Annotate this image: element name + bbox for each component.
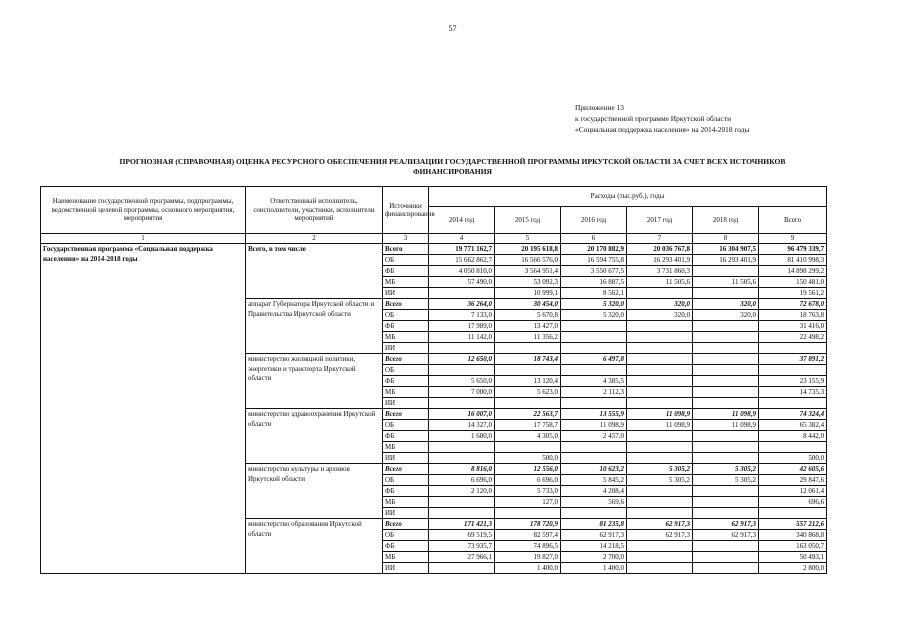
value-cell: [561, 508, 627, 519]
value-cell: 5 305,2: [693, 464, 759, 475]
value-cell: [627, 431, 693, 442]
value-cell: 23 155,9: [759, 376, 827, 387]
value-cell: [495, 508, 561, 519]
value-cell: 16 566 576,0: [495, 255, 561, 266]
value-cell: 13 120,4: [495, 376, 561, 387]
appendix-line-3: «Социальная поддержка населения» на 2014-2018 годы: [575, 125, 750, 134]
source-cell: ФБ: [383, 266, 429, 277]
value-cell: 4 050 810,0: [429, 266, 495, 277]
value-cell: 16 293 401,9: [693, 255, 759, 266]
value-cell: [759, 343, 827, 354]
value-cell: 62 917,3: [627, 519, 693, 530]
source-cell: МБ: [383, 332, 429, 343]
document-title-line-2: ФИНАНСИРОВАНИЯ: [413, 167, 492, 176]
value-cell: 16 293 401,9: [627, 255, 693, 266]
value-cell: 16 594 755,8: [561, 255, 627, 266]
source-cell: ФБ: [383, 431, 429, 442]
value-cell: [693, 332, 759, 343]
value-cell: 14 735,3: [759, 387, 827, 398]
value-cell: 5 305,2: [693, 475, 759, 486]
value-cell: 11 098,9: [561, 420, 627, 431]
value-cell: 1 400,0: [561, 563, 627, 574]
value-cell: 5 623,0: [495, 387, 561, 398]
document-title: [40, 157, 865, 177]
header-year-2018: 2018 год: [693, 207, 759, 234]
value-cell: 14 218,5: [561, 541, 627, 552]
value-cell: 20 036 767,8: [627, 244, 693, 255]
value-cell: 36 264,0: [429, 299, 495, 310]
value-cell: 16 887,5: [561, 277, 627, 288]
value-cell: 12 650,0: [429, 354, 495, 365]
value-cell: [627, 508, 693, 519]
page-number: 57: [448, 24, 457, 33]
value-cell: [693, 541, 759, 552]
value-cell: 11 142,0: [429, 332, 495, 343]
value-cell: 171 421,3: [429, 519, 495, 530]
source-cell: МБ: [383, 277, 429, 288]
value-cell: [693, 442, 759, 453]
source-cell: ИИ: [383, 288, 429, 299]
value-cell: 8 442,0: [759, 431, 827, 442]
value-cell: 37 891,2: [759, 354, 827, 365]
value-cell: 96 479 339,7: [759, 244, 827, 255]
value-cell: 62 917,3: [693, 530, 759, 541]
value-cell: [495, 343, 561, 354]
source-cell: МБ: [383, 387, 429, 398]
header-year-2015: 2015 год: [495, 207, 561, 234]
value-cell: 10 623,2: [561, 464, 627, 475]
appendix-line-2: к государственной программе Иркутской области: [575, 114, 732, 123]
value-cell: 500,0: [759, 453, 827, 464]
appendix-note: [575, 102, 749, 135]
value-cell: [627, 321, 693, 332]
table-row: [41, 244, 827, 255]
value-cell: 17 758,7: [495, 420, 561, 431]
value-cell: 73 935,7: [429, 541, 495, 552]
value-cell: 4 305,0: [495, 431, 561, 442]
value-cell: [693, 563, 759, 574]
value-cell: 30 454,0: [495, 299, 561, 310]
value-cell: 696,6: [759, 497, 827, 508]
value-cell: [627, 552, 693, 563]
funding-table: [40, 186, 827, 574]
source-cell: Всего: [383, 244, 429, 255]
value-cell: [627, 541, 693, 552]
value-cell: [627, 486, 693, 497]
value-cell: 340 868,8: [759, 530, 827, 541]
value-cell: 320,0: [693, 310, 759, 321]
source-cell: МБ: [383, 552, 429, 563]
executor-cell: министерство здравоохранения Иркутской области: [246, 409, 383, 464]
value-cell: 31 416,0: [759, 321, 827, 332]
value-cell: 320,0: [627, 299, 693, 310]
value-cell: 22 563,7: [495, 409, 561, 420]
value-cell: [429, 508, 495, 519]
source-cell: Всего: [383, 409, 429, 420]
value-cell: 1 400,0: [495, 563, 561, 574]
column-number: 2: [246, 234, 383, 244]
value-cell: 11 098,9: [693, 409, 759, 420]
value-cell: 12 061,4: [759, 486, 827, 497]
value-cell: [693, 354, 759, 365]
value-cell: 74 324,4: [759, 409, 827, 420]
value-cell: 72 678,0: [759, 299, 827, 310]
value-cell: 7 133,0: [429, 310, 495, 321]
value-cell: [627, 387, 693, 398]
value-cell: [627, 354, 693, 365]
header-executor: Ответственный исполнитель, соисполнители, участники, исполнители мероприятий: [246, 187, 383, 234]
value-cell: [429, 453, 495, 464]
value-cell: 178 720,9: [495, 519, 561, 530]
value-cell: 65 382,4: [759, 420, 827, 431]
value-cell: 2 700,0: [561, 552, 627, 563]
value-cell: 14 898 299,2: [759, 266, 827, 277]
value-cell: 6 497,8: [561, 354, 627, 365]
value-cell: 62 917,3: [693, 519, 759, 530]
value-cell: [495, 442, 561, 453]
value-cell: 1 680,0: [429, 431, 495, 442]
value-cell: [627, 453, 693, 464]
value-cell: 5 650,0: [429, 376, 495, 387]
value-cell: 3 550 677,5: [561, 266, 627, 277]
header-year-2016: 2016 год: [561, 207, 627, 234]
value-cell: 81 410 998,3: [759, 255, 827, 266]
value-cell: [429, 563, 495, 574]
value-cell: 12 556,0: [495, 464, 561, 475]
value-cell: 57 490,0: [429, 277, 495, 288]
value-cell: 19 561,2: [759, 288, 827, 299]
source-cell: ОБ: [383, 310, 429, 321]
value-cell: 11 098,9: [627, 409, 693, 420]
header-name: Наименование государственной программы, подпрограммы, ведомственной целевой программы, основного мероприятия, мероприятия: [41, 187, 246, 234]
value-cell: 81 235,8: [561, 519, 627, 530]
header-year-2017: 2017 год: [627, 207, 693, 234]
value-cell: [627, 497, 693, 508]
value-cell: 27 966,1: [429, 552, 495, 563]
value-cell: 11 505,6: [627, 277, 693, 288]
value-cell: [693, 387, 759, 398]
value-cell: 29 847,6: [759, 475, 827, 486]
value-cell: 500,0: [495, 453, 561, 464]
source-cell: Всего: [383, 519, 429, 530]
value-cell: [561, 332, 627, 343]
source-cell: ОБ: [383, 475, 429, 486]
value-cell: [693, 343, 759, 354]
source-cell: ИИ: [383, 343, 429, 354]
value-cell: 5 305,2: [627, 475, 693, 486]
value-cell: 19 771 162,7: [429, 244, 495, 255]
value-cell: 320,0: [627, 310, 693, 321]
value-cell: [693, 497, 759, 508]
value-cell: [693, 508, 759, 519]
value-cell: [561, 442, 627, 453]
header-source: Источники финансирования: [383, 187, 429, 234]
header-total: Всего: [759, 207, 827, 234]
value-cell: [561, 343, 627, 354]
column-number: 7: [627, 234, 693, 244]
value-cell: [759, 398, 827, 409]
value-cell: 62 917,3: [627, 530, 693, 541]
value-cell: 74 896,5: [495, 541, 561, 552]
value-cell: 163 050,7: [759, 541, 827, 552]
value-cell: [693, 398, 759, 409]
value-cell: 7 000,0: [429, 387, 495, 398]
header-year-2014: 2014 год: [429, 207, 495, 234]
value-cell: [495, 365, 561, 376]
value-cell: 569,6: [561, 497, 627, 508]
value-cell: [627, 343, 693, 354]
value-cell: 69 519,5: [429, 530, 495, 541]
value-cell: 3 731 860,3: [627, 266, 693, 277]
value-cell: 6 696,0: [429, 475, 495, 486]
value-cell: 11 505,6: [693, 277, 759, 288]
column-number: 6: [561, 234, 627, 244]
value-cell: [693, 321, 759, 332]
value-cell: 5 305,2: [627, 464, 693, 475]
value-cell: 2 120,0: [429, 486, 495, 497]
executor-cell: министерство образования Иркутской области: [246, 519, 383, 574]
column-number: 1: [41, 234, 246, 244]
value-cell: 5 845,2: [561, 475, 627, 486]
value-cell: [693, 453, 759, 464]
column-number: 4: [429, 234, 495, 244]
value-cell: [693, 486, 759, 497]
source-cell: ИИ: [383, 563, 429, 574]
value-cell: [561, 453, 627, 464]
value-cell: [561, 365, 627, 376]
value-cell: 150 481,0: [759, 277, 827, 288]
value-cell: [759, 442, 827, 453]
column-number: 3: [383, 234, 429, 244]
document-title-line-1: ПРОГНОЗНАЯ (СПРАВОЧНАЯ) ОЦЕНКА РЕСУРСНОГО ОБЕСПЕЧЕНИЯ РЕАЛИЗАЦИИ ГОСУДАРСТВЕННОЙ ПРОГРАММЫ ИРКУТСКОЙ ОБЛАСТИ ЗА СЧЕТ ВСЕХ ИСТОЧНИКОВ: [119, 157, 786, 166]
value-cell: [693, 431, 759, 442]
value-cell: [429, 398, 495, 409]
value-cell: [429, 365, 495, 376]
source-cell: ФБ: [383, 376, 429, 387]
executor-cell: Всего, в том числе: [246, 244, 383, 299]
column-number: 8: [693, 234, 759, 244]
value-cell: 11 098,9: [693, 420, 759, 431]
value-cell: 13 555,9: [561, 409, 627, 420]
source-cell: ОБ: [383, 255, 429, 266]
value-cell: 2 112,3: [561, 387, 627, 398]
table-body: [41, 244, 827, 574]
value-cell: [561, 398, 627, 409]
value-cell: [627, 563, 693, 574]
source-cell: ИИ: [383, 508, 429, 519]
value-cell: 3 564 951,4: [495, 266, 561, 277]
value-cell: [693, 288, 759, 299]
value-cell: 4 208,4: [561, 486, 627, 497]
value-cell: 5 670,8: [495, 310, 561, 321]
value-cell: [429, 288, 495, 299]
value-cell: [561, 321, 627, 332]
value-cell: 6 696,0: [495, 475, 561, 486]
value-cell: [759, 365, 827, 376]
source-cell: МБ: [383, 442, 429, 453]
value-cell: 8 816,0: [429, 464, 495, 475]
source-cell: МБ: [383, 497, 429, 508]
value-cell: 22 498,2: [759, 332, 827, 343]
column-number: 9: [759, 234, 827, 244]
value-cell: 18 763,8: [759, 310, 827, 321]
value-cell: [627, 442, 693, 453]
source-cell: ОБ: [383, 365, 429, 376]
value-cell: [693, 266, 759, 277]
source-cell: ОБ: [383, 420, 429, 431]
value-cell: 127,0: [495, 497, 561, 508]
value-cell: [627, 332, 693, 343]
value-cell: 557 212,6: [759, 519, 827, 530]
value-cell: 50 493,1: [759, 552, 827, 563]
value-cell: 62 917,3: [561, 530, 627, 541]
source-cell: ФБ: [383, 541, 429, 552]
appendix-line-1: Приложение 13: [575, 103, 624, 112]
value-cell: 11 098,9: [627, 420, 693, 431]
source-cell: ИИ: [383, 398, 429, 409]
value-cell: 20 195 618,8: [495, 244, 561, 255]
source-cell: ФБ: [383, 486, 429, 497]
value-cell: 5 320,0: [561, 310, 627, 321]
source-cell: Всего: [383, 464, 429, 475]
source-cell: Всего: [383, 354, 429, 365]
value-cell: [627, 398, 693, 409]
executor-cell: министерство культуры и архивов Иркутской области: [246, 464, 383, 519]
value-cell: 4 385,5: [561, 376, 627, 387]
column-number: 5: [495, 234, 561, 244]
source-cell: ФБ: [383, 321, 429, 332]
value-cell: 18 743,4: [495, 354, 561, 365]
value-cell: [693, 552, 759, 563]
executor-cell: аппарат Губернатора Иркутской области и Правительства Иркутской области: [246, 299, 383, 354]
program-name-cell: Государственная программа «Социальная поддержка населения» на 2014-2018 годы: [41, 244, 246, 574]
value-cell: 14 327,0: [429, 420, 495, 431]
value-cell: [429, 497, 495, 508]
source-cell: ИИ: [383, 453, 429, 464]
value-cell: 53 092,3: [495, 277, 561, 288]
value-cell: [429, 442, 495, 453]
source-cell: Всего: [383, 299, 429, 310]
value-cell: 19 827,0: [495, 552, 561, 563]
value-cell: [693, 365, 759, 376]
value-cell: [495, 398, 561, 409]
value-cell: [693, 376, 759, 387]
value-cell: 2 800,0: [759, 563, 827, 574]
value-cell: 13 427,0: [495, 321, 561, 332]
value-cell: 10 999,1: [495, 288, 561, 299]
value-cell: 16 007,0: [429, 409, 495, 420]
value-cell: 42 605,6: [759, 464, 827, 475]
value-cell: 15 662 862,7: [429, 255, 495, 266]
value-cell: 16 304 907,5: [693, 244, 759, 255]
value-cell: 2 457,0: [561, 431, 627, 442]
value-cell: [627, 376, 693, 387]
source-cell: ОБ: [383, 530, 429, 541]
value-cell: 20 170 882,9: [561, 244, 627, 255]
value-cell: [759, 508, 827, 519]
value-cell: 82 597,4: [495, 530, 561, 541]
value-cell: [627, 288, 693, 299]
value-cell: [429, 343, 495, 354]
value-cell: [627, 365, 693, 376]
value-cell: 8 562,1: [561, 288, 627, 299]
value-cell: 5 320,0: [561, 299, 627, 310]
value-cell: 5 733,0: [495, 486, 561, 497]
executor-cell: министерство жилищной политики, энергетики и транспорта Иркутской области: [246, 354, 383, 409]
value-cell: 320,0: [693, 299, 759, 310]
header-expenses: Расходы (тыс.руб.), годы: [429, 187, 827, 207]
value-cell: 17 989,0: [429, 321, 495, 332]
value-cell: 11 356,2: [495, 332, 561, 343]
